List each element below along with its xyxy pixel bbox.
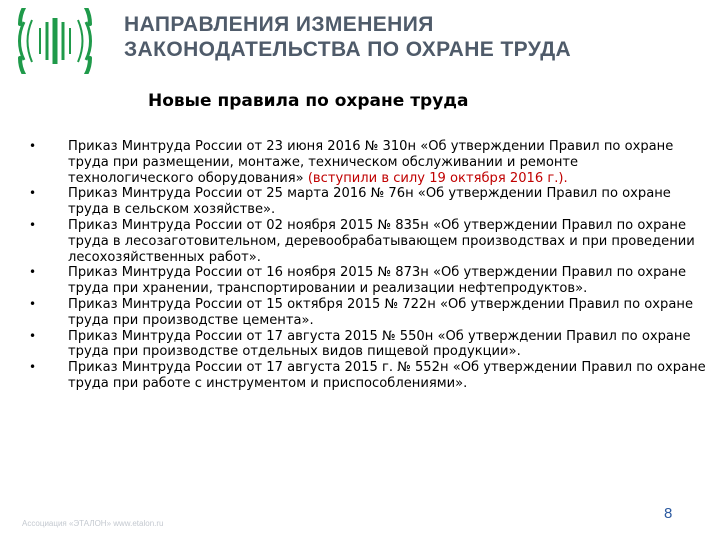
order-text: Приказ Минтруда России от 17 августа 2015 г. № 552н «Об утверждении Правил по охране труда при работе с инструментом и приспособлениями». <box>68 360 706 391</box>
list-item-order-550n <box>22 329 706 361</box>
bullet-icon: • <box>29 265 37 280</box>
orders-list <box>22 139 706 392</box>
page-title-line-1: НАПРАВЛЕНИЯ ИЗМЕНЕНИЯ <box>124 13 434 36</box>
order-text: Приказ Минтруда России от 23 июня 2016 № 310н «Об утверждении Правил по охране труда при размещении, монтаже, техническом обслуживании и ремонте технологического оборудования» <box>68 139 674 186</box>
section-subtitle: Новые правила по охране труда <box>148 91 469 111</box>
order-text: Приказ Минтруда России от 15 октября 2015 № 722н «Об утверждении Правил по охране труда при производстве цемента». <box>68 296 694 328</box>
order-text: Приказ Минтруда России от 02 ноября 2015 № 835н «Об утверждении Правил по охране труда в лесозаготовительном, деревообрабатывающем производствах и при проведении лесохозяйственных работ». <box>68 217 695 265</box>
organization-emblem-icon <box>12 8 98 74</box>
bullet-icon: • <box>29 360 37 375</box>
page-title <box>124 12 704 62</box>
bullet-icon: • <box>29 139 37 153</box>
list-item-order-552n <box>22 360 706 392</box>
effective-date-note: (вступили в силу 19 октября 2016 г.). <box>303 170 568 186</box>
list-item-order-873n <box>22 265 706 297</box>
bullet-icon: • <box>29 296 37 311</box>
order-text: Приказ Минтруда России от 25 марта 2016 № 76н «Об утверждении Правил по охране труда в сельском хозяйстве». <box>68 186 671 218</box>
list-item-order-835n <box>22 218 706 265</box>
order-text: Приказ Минтруда России от 17 августа 2015 № 550н «Об утверждении Правил по охране труда при производстве отдельных видов пищевой продукции». <box>68 328 691 360</box>
page-number: 8 <box>664 505 673 522</box>
bullet-icon: • <box>29 217 37 232</box>
footer-organization: Ассоциация «ЭТАЛОН» www.etalon.ru <box>22 519 164 528</box>
bullet-icon: • <box>29 186 37 201</box>
list-item-order-722n <box>22 297 706 329</box>
page-title-line-2: ЗАКОНОДАТЕЛЬСТВА ПО ОХРАНЕ ТРУДА <box>124 38 572 61</box>
list-item-order-310n <box>22 139 706 186</box>
order-text: Приказ Минтруда России от 16 ноября 2015 № 873н «Об утверждении Правил по охране труда при хранении, транспортировании и реализации нефтепродуктов». <box>68 265 687 297</box>
list-item-order-76n <box>22 186 706 218</box>
bullet-icon: • <box>29 328 37 343</box>
